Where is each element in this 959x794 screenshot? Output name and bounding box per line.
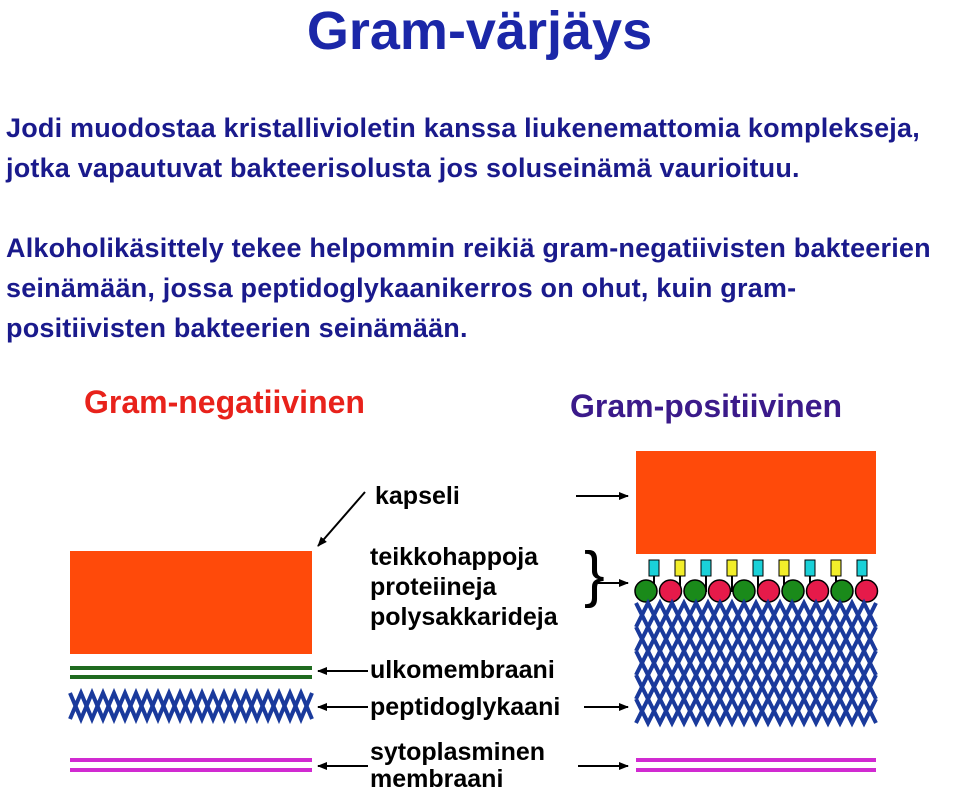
teichoic-rod xyxy=(831,560,841,576)
paragraph-iodine: Jodi muodostaa kristallivioletin kanssa liukenemattomia komplekseja, jotka vapautuvat bakteerisolusta jos soluseinämä vaurioituu. xyxy=(6,113,920,183)
paragraph-alcohol: Alkoholikäsittely tekee helpommin reikiä gram-negatiivisten bakteerien seinämään, jossa peptidoglykaanikerros on ohut, kuin gram-positiivisten bakteerien seinämään. xyxy=(6,233,931,343)
pos-peptidoglycan xyxy=(636,603,876,723)
label-teichoic-acids: teikkohappoja xyxy=(370,543,539,571)
heading-gram-positive: Gram-positiivinen xyxy=(570,388,843,424)
teichoic-rod xyxy=(805,560,815,576)
neg-outer-membrane xyxy=(70,668,312,677)
teichoic-rod xyxy=(701,560,711,576)
teichoic-rod xyxy=(857,560,867,576)
wall-protein xyxy=(684,580,706,602)
teichoic-rod xyxy=(649,560,659,576)
neg-peptidoglycan xyxy=(70,693,312,719)
wall-protein xyxy=(856,580,878,602)
label-capsule: kapseli xyxy=(375,482,460,510)
page-title: Gram-värjäys xyxy=(306,1,653,61)
teichoic-rod xyxy=(753,560,763,576)
wall-protein xyxy=(807,580,829,602)
label-cytoplasmic-1: sytoplasminen xyxy=(370,738,546,766)
wall-protein xyxy=(660,580,682,602)
pos-capsule xyxy=(636,451,876,554)
brace-symbol: } xyxy=(584,540,605,609)
teichoic-rod xyxy=(675,560,685,576)
wall-protein xyxy=(758,580,780,602)
pos-cytoplasmic-membrane xyxy=(636,760,876,770)
wall-protein xyxy=(635,580,657,602)
teichoic-rod xyxy=(779,560,789,576)
wall-protein xyxy=(831,580,853,602)
label-cytoplasmic-2: membraani xyxy=(370,765,504,793)
heading-gram-negative: Gram-negatiivinen xyxy=(84,384,365,420)
wall-protein xyxy=(709,580,731,602)
pos-proteins xyxy=(635,580,878,602)
label-proteins: proteiineja xyxy=(370,573,497,601)
neg-cytoplasmic-membrane xyxy=(70,760,312,770)
arrow-capsule-neg xyxy=(318,492,365,546)
label-peptidoglycan: peptidoglykaani xyxy=(370,693,561,721)
wall-protein xyxy=(782,580,804,602)
neg-capsule xyxy=(70,551,312,654)
label-outer-membrane: ulkomembraani xyxy=(370,656,555,684)
label-polysaccharides: polysakkarideja xyxy=(370,603,558,631)
teichoic-rod xyxy=(727,560,737,576)
